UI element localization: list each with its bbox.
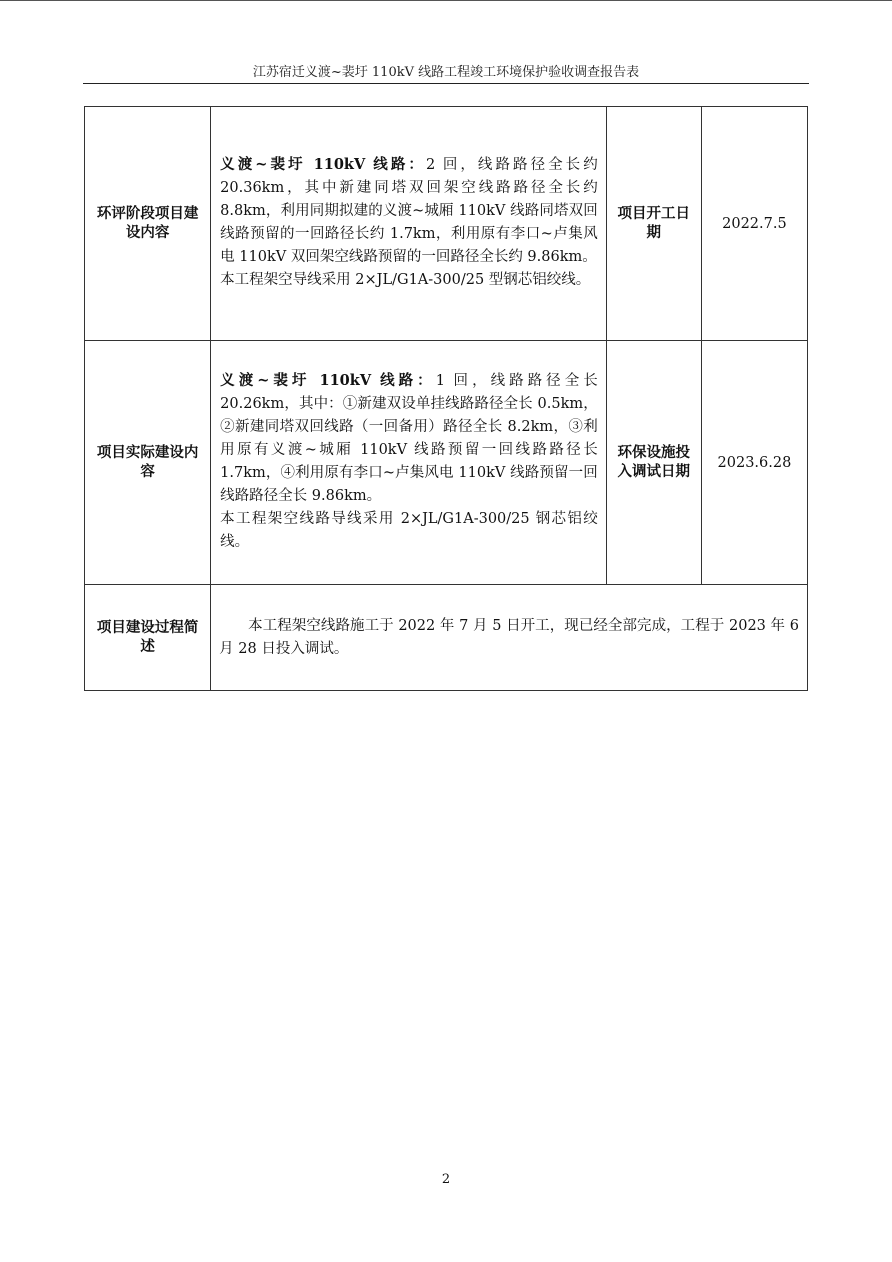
actual-conductor-text: 本工程架空线路导线采用 2×JL/G1A-300/25 钢芯铝绞线。 [220, 511, 598, 550]
eia-content-paragraph [220, 153, 598, 269]
process-summary-cell [211, 585, 808, 691]
line-name-bold: 义渡~裴圩 110kV 线路： [220, 156, 426, 173]
start-date-label: 项目开工日期 [606, 107, 701, 341]
eia-conductor-text: 本工程架空导线采用 2×JL/G1A-300/25 型钢芯铝绞线。 [220, 272, 591, 288]
page-number: 2 [441, 1172, 451, 1187]
row-label-eia-content: 环评阶段项目建设内容 [85, 107, 211, 341]
row-label-process-summary: 项目建设过程简述 [85, 585, 211, 691]
table-row [85, 107, 808, 341]
process-summary-text: 本工程架空线路施工于 2022 年 7 月 5 日开工，现已经全部完成，工程于 2023 年 6 月 28 日投入调试。 [219, 618, 799, 657]
actual-content-paragraph [220, 369, 598, 508]
start-date-value: 2022.7.5 [701, 107, 807, 341]
report-table [84, 106, 808, 691]
commissioning-date-value: 2023.6.28 [701, 341, 807, 585]
table-row [85, 585, 808, 691]
line-name-bold: 义渡~裴圩 110kV 线路： [220, 372, 436, 389]
page-top-border [0, 0, 892, 1]
row-label-actual-content: 项目实际建设内容 [85, 341, 211, 585]
table-row [85, 341, 808, 585]
commissioning-date-label: 环保设施投入调试日期 [606, 341, 701, 585]
eia-content-cell [211, 107, 607, 341]
actual-content-text: 1 回，线路路径全长 20.26km，其中：①新建双设单挂线路路径全长 0.5km，②新建同塔双回线路（一回备用）路径全长 8.2km，③利用原有义渡~城厢 110kV 线路预留一回线路路径长 1.7km，④利用原有李口~卢集风电 110kV 线路预留一回线路路径全长 9.86km。 [220, 373, 598, 504]
actual-content-cell [211, 341, 607, 585]
header-divider [83, 83, 809, 84]
page-header-title: 江苏宿迁义渡~裴圩 110kV 线路工程竣工环境保护验收调查报告表 [252, 65, 640, 80]
eia-content-text: 2 回，线路路径全长约 20.36km，其中新建同塔双回架空线路路径全长约 8.8km，利用同期拟建的义渡~城厢 110kV 线路同塔双回线路预留的一回路径长约 1.7km，利用原有李口~卢集风电 110kV 双回架空线路预留的一回路径全长约 9.86km。 [220, 157, 598, 265]
